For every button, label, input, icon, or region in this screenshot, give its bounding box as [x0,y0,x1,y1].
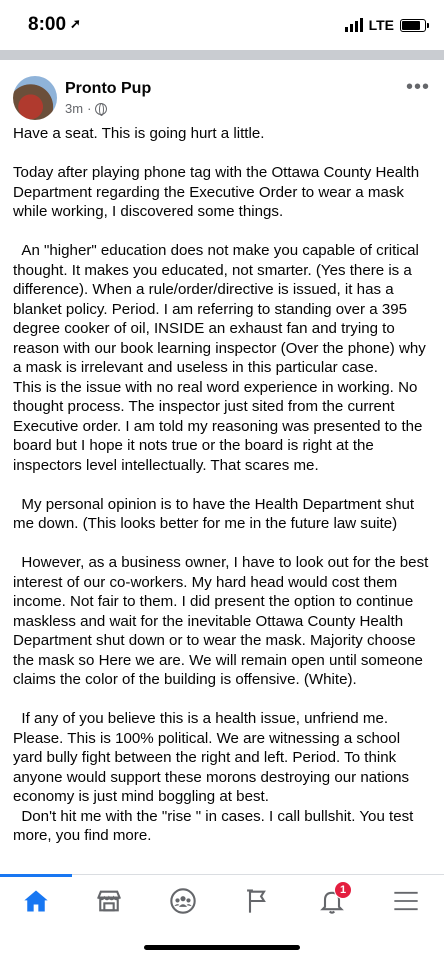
avatar[interactable] [13,76,57,120]
status-time [28,14,81,36]
post-paragraph: Today after playing phone tag with the Ottawa County Health Department regarding the Executive Order to wear a mask while working, I discovered some things. [13,164,424,220]
globe-icon [95,103,107,115]
groups-icon [169,887,197,915]
tab-menu[interactable] [390,885,422,917]
tab-notifications[interactable] [316,885,348,917]
tab-home[interactable] [20,885,52,917]
post-paragraph: Have a seat. This is going hurt a little. [13,125,265,142]
dot-separator: · [87,101,92,116]
notification-badge: 1 [334,881,352,899]
post-paragraph: This is the issue with no real word experience in working. No thought process. The inspector just sited from the current Executive order. I am told my reasoning was presented to the board but I hope it nots true or the board is right at the inspectors level intellectually. That scares me. [13,378,427,474]
tab-marketplace[interactable] [93,885,125,917]
bottom-tab-bar [0,874,444,926]
feed-divider [0,50,444,60]
active-tab-indicator [0,874,72,877]
tab-pages[interactable] [241,885,273,917]
post-paragraph: If any of you believe this is a health issue, unfriend me. Please. This is 100% political. We are witnessing a school yard bully fight between the right and left. Period. To think anyone would support these morons destroying our nations economy is just mind boggling at best. [13,710,414,805]
status-bar [0,0,444,50]
tab-groups[interactable] [167,885,199,917]
post-paragraph: My personal opinion is to have the Health Department shut me down. (This looks better for me in the future law suite) [13,495,419,532]
flag-icon [243,887,271,915]
more-options-button[interactable]: ••• [405,76,430,98]
location-arrow-icon: ➚ [70,16,81,31]
home-icon [22,887,50,915]
network-type: LTE [368,17,394,33]
post-text [13,124,433,874]
status-indicators [345,17,426,33]
post-paragraph: However, as a business owner, I have to look out for the best interest of our co-workers. My hard head would cost them income. Not fair to them. I did present the option to continue maskless and wait for the inevitable Ottawa County Health Department shut down or to wear the mask. Majority choose the mask so Here we are. We will remain open until someone claims the color of the building is offensive. (White). [13,554,433,688]
post-paragraph: Don't hit me with the "rise " in cases. I call bullshit. You test more, you find more. [13,807,418,844]
post-header [0,60,444,124]
battery-icon [400,19,426,32]
author-name[interactable]: Pronto Pup [65,80,152,97]
cellular-signal-icon [345,18,363,32]
post-timestamp[interactable]: 3m [65,101,84,116]
post-paragraph: An "higher" education does not make you capable of critical thought. It makes you educated, not smarter. (Yes there is a difference). When a rule/order/directive is issued, it has a blanket policy. Period. I am referring to standing over a 395 degree cooker of oil, INSIDE an exhaust fan and trying to reason with our book learning inspector (Over the phone) why a mask is irrelevant and useless in this particular case. [13,242,430,376]
clock-text: 8:00 [28,14,67,35]
post-meta [65,101,107,116]
hamburger-menu-icon [392,887,420,915]
home-indicator[interactable] [144,945,300,950]
marketplace-icon [95,887,123,915]
